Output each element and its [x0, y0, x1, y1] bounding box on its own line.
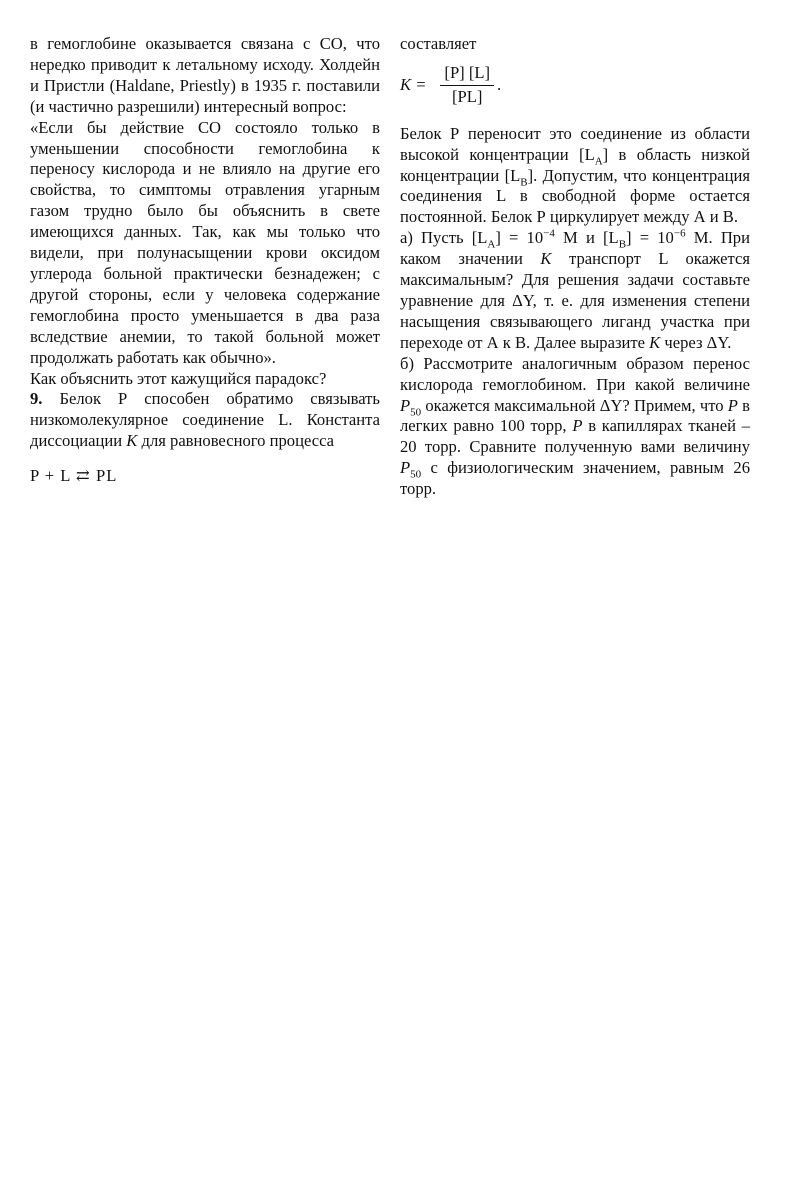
transport-text-1: Белок Р переносит это соединение из области высокой концентрации [L: [400, 123, 750, 164]
part-b: [400, 354, 750, 500]
haldane-quote: «Если бы действие СО состояло только в уменьшении способности гемоглобина к переносу кислорода и не влияло на другие его свойства, то симптомы отравления угарным газом трудно было бы объяснить в свете имеющихся данных. Так, как мы только что видели, при полунасыщении крови оксидом углерода больной практически безнадежен; с другой стороны, если у человека содержание гемоглобина просто уменьшается в два раза вследствие анемии, то такой больной может продолжать работать как обычно».: [30, 117, 380, 367]
problem-9-text: Белок Р способен обратимо связывать низкомолекулярное соединение L. Константа диссоциации: [30, 389, 380, 451]
part-a-k-2: K: [649, 332, 661, 352]
part-a-sub-a: A: [487, 238, 496, 251]
formula-fraction: [440, 63, 494, 108]
transport-text-3: ]. Допустим, что концентрация соединения L в свободной форме остается постоянной. Белок Р циркулирует между А и В.: [400, 165, 751, 227]
formula-numerator: [P] [L]: [440, 63, 494, 86]
part-b-p-3: P: [572, 416, 583, 436]
equilibrium-equation: P + L ⇄ PL: [30, 466, 118, 486]
part-a-text-7: через ΔY.: [664, 332, 732, 352]
problem-9: [30, 389, 380, 452]
part-b-text-3: в легких равно 100 торр,: [400, 395, 750, 436]
part-a-text-2: ] = 10: [495, 228, 544, 248]
part-a: [400, 228, 750, 353]
part-a-k: K: [540, 249, 552, 269]
formula-period: .: [497, 74, 502, 94]
part-b-p-2: P: [727, 395, 738, 415]
part-a-text-5: М. При каком значении: [400, 228, 750, 269]
problem-9-text-2: для равновесного процесса: [141, 431, 335, 451]
problem-9-k: K: [126, 431, 138, 451]
sub-b: B: [520, 175, 528, 188]
part-a-text-6: транспорт L окажется максимальным? Для решения задачи составьте уравнение для ΔY, т. е. для изменения степени насыщения связывающего лиганд участка при переходе от А к В. Далее выразите: [400, 249, 750, 352]
problem-number: 9.: [30, 389, 43, 409]
part-b-p-4: P: [400, 458, 411, 478]
sub-a: A: [594, 154, 603, 167]
part-b-text-1: б) Рассмотрите аналогичным образом перенос кислорода гемоглобином. При какой величине: [400, 353, 750, 394]
right-column: [400, 34, 750, 500]
part-a-text-4: ] = 10: [626, 228, 674, 248]
part-b-text-5: с физиологическим значением, равным 26 торр.: [400, 458, 750, 499]
part-a-sub-b: B: [618, 238, 627, 251]
part-a-exp-2: −6: [673, 227, 686, 240]
left-column: [30, 34, 380, 487]
transport-paragraph: [400, 124, 750, 229]
part-b-p: P: [400, 395, 411, 415]
part-b-text-4: в капиллярах тканей – 20 торр. Сравните полученную вами величину: [400, 416, 750, 457]
formula-k: K =: [400, 74, 427, 94]
part-a-text-3: М и [L: [554, 228, 619, 248]
paradox-question: Как объяснить этот кажущийся парадокс?: [30, 368, 327, 388]
intro-paragraph: в гемоглобине оказывается связана с СО, что нередко приводит к летальному исходу. Холдейн и Пристли (Haldane, Priestly) в 1935 г. поставили (и частично разрешили) интересный вопрос:: [30, 34, 380, 116]
part-b-p-4-sub: 50: [410, 468, 422, 481]
transport-text-2: ] в область низкой концентрации [L: [400, 144, 750, 185]
part-b-text-2: окажется максимальной ΔY? Примем, что: [425, 395, 724, 415]
part-b-p-sub: 50: [410, 405, 422, 418]
part-a-exp-1: −4: [543, 227, 555, 240]
formula-intro: составляет: [400, 34, 477, 53]
part-a-text-1: а) Пусть [L: [400, 228, 488, 248]
formula-denominator: [PL]: [452, 86, 483, 106]
dissociation-formula: [400, 63, 750, 108]
